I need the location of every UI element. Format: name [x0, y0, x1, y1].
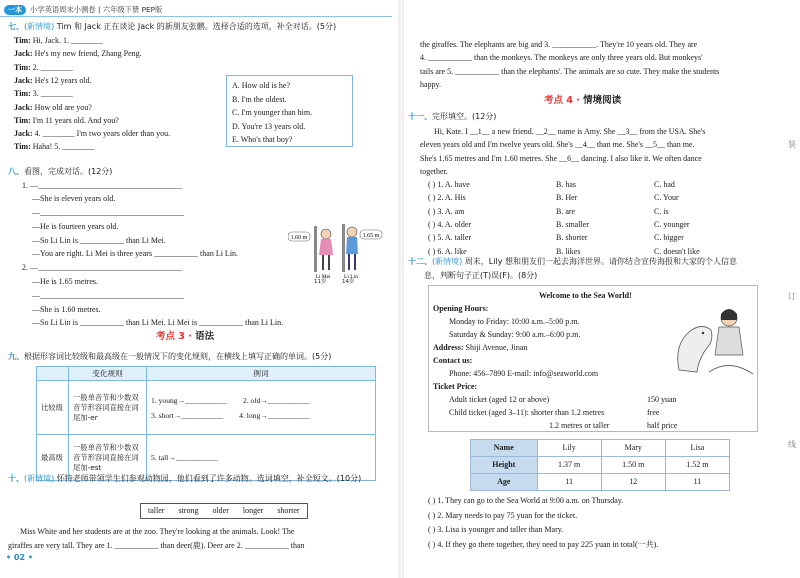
choice-option-a: ( ) 5. A. taller [428, 233, 472, 243]
page-header [0, 3, 162, 17]
continued-text-line: tails are 5. ___________ than the elephants'. The animals are so cute. They make the students [420, 66, 720, 76]
kaodian-4-heading: 考点 4 · 情境阅读 [544, 95, 622, 106]
q8-instruction: 八、看图，完成对话。(12分) [8, 167, 113, 176]
choice-option-c: C. younger [654, 219, 690, 229]
passage-line: together. [420, 166, 448, 176]
speaker: Jack: [14, 129, 33, 139]
word-4: longer [242, 506, 264, 515]
option-d: D. You're 13 years old. [232, 121, 306, 131]
q7-options-box [226, 75, 353, 147]
dialogue-text: He's 12 years old. [34, 75, 92, 85]
series-logo: 一本 [4, 5, 26, 16]
dialogue-line [14, 89, 73, 99]
dialogue-text: Hi, Jack. 1. ________ [32, 36, 103, 45]
q8-line: 1. —____________________________________ [22, 181, 182, 190]
kaodian-3-heading: 考点 3 · 语法 [156, 331, 215, 342]
dialogue-line [14, 76, 92, 86]
q9-instruction: 九、根据形容词比较级和最高级在一般情况下的变化规则，在横线上填写正确的单词。(5分) [8, 352, 332, 361]
dialogue-line [14, 36, 103, 46]
q9-rules-table [36, 366, 376, 481]
speaker: Jack: [14, 102, 33, 112]
q8-line: —So Li Lin is ___________ than Li Mei. Li Mei is ___________ than Li Lin. [32, 318, 284, 327]
speaker: Tim: [14, 89, 31, 99]
row-height-label: Height [471, 457, 538, 474]
book-title: 小学英语周末小测卷 | 六年级下册 PEP版 [30, 5, 163, 15]
hours-weekend: Saturday & Sunday: 9:00 a.m.–6:00 p.m. [449, 330, 581, 339]
comparative-rule: 一般单音节和少数双音节形容词直接在词尾加-er [69, 381, 147, 435]
dialogue-text: 3. ________ [32, 89, 73, 99]
dolphin-girl-illustration [669, 300, 755, 380]
dialogue-line [14, 116, 119, 126]
q10-para-line-1: Miss White and her students are at the zoo. They're looking at the animals. Look! The [20, 527, 295, 536]
speaker: Tim: [14, 62, 31, 72]
measure-pole-left [314, 226, 317, 272]
choice-option-b: B. are [556, 206, 576, 216]
choice-option-b: B. Her [556, 193, 578, 203]
q10-para-line-2: giraffes are very tall. They are 1. ___________ than deer(鹿). Deer are 2. ___________ than [8, 541, 305, 550]
choice-option-a: ( ) 6. A. like [428, 246, 467, 256]
lisa-age: 11 [665, 474, 729, 491]
tf-statement: ( ) 1. They can go to the Sea World at 9:00 a.m. on Thursday. [428, 496, 624, 505]
dialogue-line [14, 142, 94, 152]
dialogue-text: 4. ________ I'm two years older than you. [34, 129, 171, 139]
superlative-label: 最高级 [37, 435, 69, 481]
dolphin-icon [678, 326, 712, 372]
li-mei-name: Li Mei [315, 274, 331, 280]
page-number: • 02 • [6, 553, 33, 562]
choice-option-c: C. is [654, 206, 669, 216]
mary-age: 12 [601, 474, 665, 491]
tf-statement: ( ) 4. If they go there together, they need to pay 225 yuan in total(一共). [428, 539, 659, 549]
choice-option-a: ( ) 2. A. His [428, 193, 466, 203]
choice-option-b: B. likes [556, 246, 581, 256]
right-page [404, 0, 800, 578]
q8-line: 2. —____________________________________ [22, 263, 182, 272]
child-ticket-tall: 1.2 metres or taller [549, 421, 610, 430]
ex-4: 4. long→___________ [239, 410, 310, 420]
option-a: A. How old is he? [232, 81, 290, 90]
col-example-header: 例词 [147, 367, 376, 381]
th-mary: Mary [601, 440, 665, 457]
ex-1: 1. young→___________ [151, 395, 227, 405]
measure-pole-right [342, 224, 345, 272]
q11-instruction: 十一、完形填空。(12分) [408, 112, 497, 121]
word-2: strong [178, 506, 199, 515]
lisa-height: 1.52 m [665, 457, 729, 474]
adult-ticket: Adult ticket (aged 12 or above) [449, 395, 550, 404]
dialogue-text: How old are you? [34, 102, 92, 112]
child-price-half: half price [647, 421, 678, 430]
ex-3: 3. short→___________ [151, 410, 224, 420]
binding-mark-1: 装 [788, 140, 796, 149]
ex-2: 2. old→___________ [242, 395, 310, 405]
speaker: Jack: [14, 49, 33, 59]
q10-instruction: 十、(新情境) 怀特老师带领学生们参观动物园，他们看到了许多动物。选词填空，补全短文。(10分) [8, 474, 362, 483]
li-lin-height-label: 1.65 m [362, 233, 380, 239]
speaker: Tim: [14, 36, 31, 45]
binding-mark-3: 线 [788, 440, 796, 449]
li-lin-age: 14岁 [342, 279, 355, 285]
q7-instruction: 七、(新情境) Tim 和 Jack 正在谈论 Jack 的新朋友张鹏。选择合适的选项，补全对话。(5分) [8, 22, 337, 31]
li-mei-age: 11岁 [314, 279, 327, 285]
li-lin-name: Li Lin [344, 274, 358, 280]
q8-line: —He is 1.65 metres. [32, 277, 98, 286]
th-lisa: Lisa [665, 440, 729, 457]
ex-5: 5. tall→___________ [151, 453, 218, 463]
q8-line: —____________________________________ [32, 208, 184, 217]
ticket-label: Ticket Price: [433, 382, 478, 391]
adult-price: 150 yuan [647, 395, 677, 404]
q8-line: —You are right. Li Mei is three years ___________ than Li Lin. [32, 249, 239, 258]
q8-line: —She is eleven years old. [32, 194, 116, 203]
lily-height: 1.37 m [537, 457, 601, 474]
comparative-label: 比较级 [37, 381, 69, 435]
height-figure [288, 222, 384, 280]
binding-mark-2: 订 [788, 292, 796, 301]
dialogue-text: I'm 11 years old. And you? [32, 115, 119, 125]
superlative-rule: 一般单音节和少数双音节形容词直接在词尾加-est [69, 435, 147, 481]
address-value: Shiji Avenue, Jinan [465, 343, 528, 352]
speaker: Tim: [14, 142, 31, 152]
option-c: C. I'm younger than him. [232, 108, 313, 118]
choice-option-b: B. shorter [556, 233, 588, 243]
choice-option-c: C. doesn't like [654, 246, 700, 256]
dialogue-line [14, 63, 73, 73]
q8-line: —She is 1.60 metres. [32, 305, 101, 314]
choice-option-c: C. Your [654, 193, 679, 203]
q8-line: —So Li Lin is ___________ than Li Mei. [32, 236, 166, 245]
q12-instruction: 十二、(新情境) 周末，Lily 想和朋友们一起去海洋世界。请你结合宣传海报和大家的个人信息 [408, 257, 737, 266]
dialogue-line [14, 103, 92, 113]
dialogue-line [14, 129, 170, 139]
choice-option-c: C. had [654, 180, 675, 189]
lily-age: 11 [537, 474, 601, 491]
friends-info-table [470, 439, 730, 491]
header-divider [0, 16, 392, 17]
speaker: Tim: [14, 115, 31, 125]
hours-label: Opening Hours: [433, 304, 489, 313]
choice-option-b: B. has [556, 180, 576, 189]
row-age-label: Age [471, 474, 538, 491]
choice-option-a: ( ) 1. A. have [428, 180, 470, 189]
choice-option-c: C. bigger [654, 233, 684, 243]
continued-text-line: 4. ___________ than the monkeys. The monkeys are only three years old. But monkeys' [420, 53, 703, 63]
continued-text-line: happy. [420, 79, 442, 89]
poster-title: Welcome to the Sea World! [539, 291, 632, 300]
choice-option-a: ( ) 4. A. older [428, 219, 472, 229]
dialogue-text: He's my new friend, Zhang Peng. [34, 49, 142, 59]
th-name: Name [471, 440, 538, 457]
girl-body [715, 327, 743, 355]
li-mei-head [321, 229, 331, 239]
li-mei-height-label: 1.60 m [290, 235, 308, 241]
dialogue-text: Haha! 5. ________ [32, 142, 95, 152]
speaker: Jack: [14, 75, 33, 85]
choice-option-a: ( ) 3. A. am [428, 206, 465, 216]
q10-word-bank [140, 503, 308, 519]
option-b: B. I'm the oldest. [232, 94, 287, 104]
li-lin-body [346, 237, 358, 254]
word-5: shorter [277, 506, 300, 515]
passage-line: She's 1.65 metres and I'm 1.60 metres. She __6__ dancing. I also like it. We often dance [420, 153, 702, 163]
option-e: E. Who's that boy? [232, 135, 293, 145]
word-3: older [212, 506, 229, 515]
word-1: taller [148, 506, 165, 515]
dialogue-line [14, 49, 142, 59]
th-lily: Lily [537, 440, 601, 457]
tf-statement: ( ) 3. Lisa is younger and taller than Mary. [428, 525, 564, 534]
continued-text-line: the giraffes. The elephants are big and 3. ___________. They're 10 years old. They are [420, 40, 698, 49]
passage-line: Hi, Kate. I __1__ a new friend. __2__ name is Amy. She __3__ from the USA. She's [434, 127, 706, 136]
child-price-free: free [647, 408, 660, 417]
hours-weekday: Monday to Friday: 10:00 a.m.–5:00 p.m. [449, 317, 580, 326]
passage-line: eleven years old and I'm twelve years old. She's __4__ than me. She's __5__ than me. [420, 140, 695, 150]
tf-statement: ( ) 2. Mary needs to pay 75 yuan for the ticket. [428, 510, 578, 520]
address-label: Address: [433, 343, 464, 352]
q8-line: —He is fourteen years old. [32, 222, 119, 231]
q12-instruction-2: 息，判断句子正(T)误(F)。(8分) [424, 271, 538, 280]
child-ticket: Child ticket (aged 3–11): shorter than 1.2 metres [449, 408, 605, 417]
sea-world-poster [428, 285, 758, 432]
mary-height: 1.50 m [601, 457, 665, 474]
q8-line: —____________________________________ [32, 291, 184, 300]
li-lin-head [347, 227, 357, 237]
contact-phone-email: Phone: 456–7890 E-mail: info@seaworld.com [449, 369, 599, 378]
col-rule-header: 变化规则 [69, 367, 147, 381]
li-mei-body [319, 239, 333, 255]
contact-label: Contact us: [433, 356, 473, 365]
dialogue-text: 2. ________ [32, 62, 73, 72]
choice-option-b: B. smaller [556, 219, 589, 229]
